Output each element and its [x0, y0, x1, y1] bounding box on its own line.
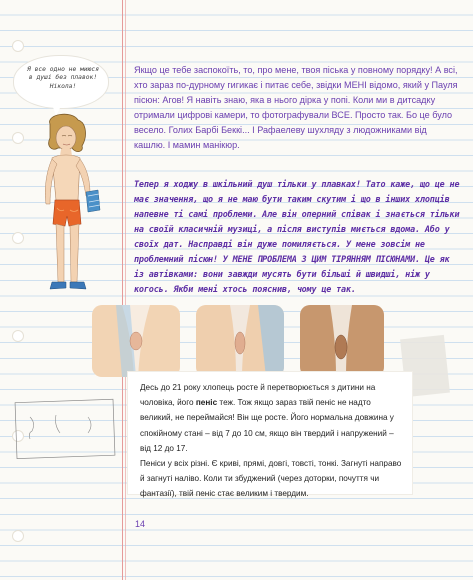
speech-bubble-text: Я все одно не миюся в душі без плавок! Нікола!: [26, 66, 100, 90]
anatomy-photo-3: [300, 305, 384, 377]
margin-line: [122, 0, 123, 580]
boy-illustration: [28, 112, 108, 300]
anatomy-photo-1: [92, 305, 180, 377]
pencil-sketch: [8, 395, 118, 463]
binder-hole: [12, 40, 24, 52]
page-number: 14: [135, 519, 146, 529]
info-paragraph-1: Десь до 21 року хлопець росте й перетворюється з дитини на чоловіка, його пеніс теж. Тож якщо зараз твій пеніс не надто великий, не переймайся! Він ще росте. Його нормальна довжина у спокійному стані – від 7 до 10 см, якщо він твердий і напружений – від 12 до 17.: [140, 383, 394, 453]
binder-hole: [12, 330, 24, 342]
info-box-text: [140, 380, 402, 502]
paragraph-2-handwritten: Тепер я ходжу в шкільний душ тільки у плавках! Тато каже, що це не має значення, що я не маю бути таким скутим і що в інших хлопців напевне ті самі проблеми. Але він оперний співак і знається тільки на своїй класичній музиці, а після виступів миється вдома. Або у своїх дат. Насправді він дуже помиляється. У мене зовсім не проблемний пісюн! У МЕНЕ ПРОБЛЕМА З ЦИМ ТІРЯННЯМ ПІСЮНАМИ. Це як із автівками: вони завжди мусять бути більші й швидші, ніж у когось. Якби мені хтось пояснив, чому це так.: [134, 179, 460, 294]
penis-term: пеніс: [195, 398, 218, 408]
binder-hole: [12, 530, 24, 542]
info-paragraph-2: Пеніси у всіх різні. Є криві, прямі, довгі, товсті, тонкі. Загнуті направо й загнуті наліво. Коли ти збуджений (через доторки, почуття чи фантазії), твій пеніс стає великим і твердим.: [140, 459, 402, 499]
paragraph-1: Якщо це тебе заспокоїть, то, про мене, твоя піська у повному порядку! А всі, хто зараз по-дурному гигикає і питає себе, звідки МЕНІ відомо, який у Пауля пісюн: Агов! Я навіть знаю, яка в нього дірка у попі. Коли ми в дитсадку отримали цифрові камери, то фотографували ВСЕ. Просто так. Бо це було весело. Голих Барбі Беккі... І Рафаелеву шухляду з людожниками від кашлю. І мамин манікюр.: [134, 65, 458, 150]
binder-hole: [12, 132, 24, 144]
anatomy-photo-2: [196, 305, 284, 377]
margin-line: [125, 0, 126, 580]
binder-hole: [12, 232, 24, 244]
